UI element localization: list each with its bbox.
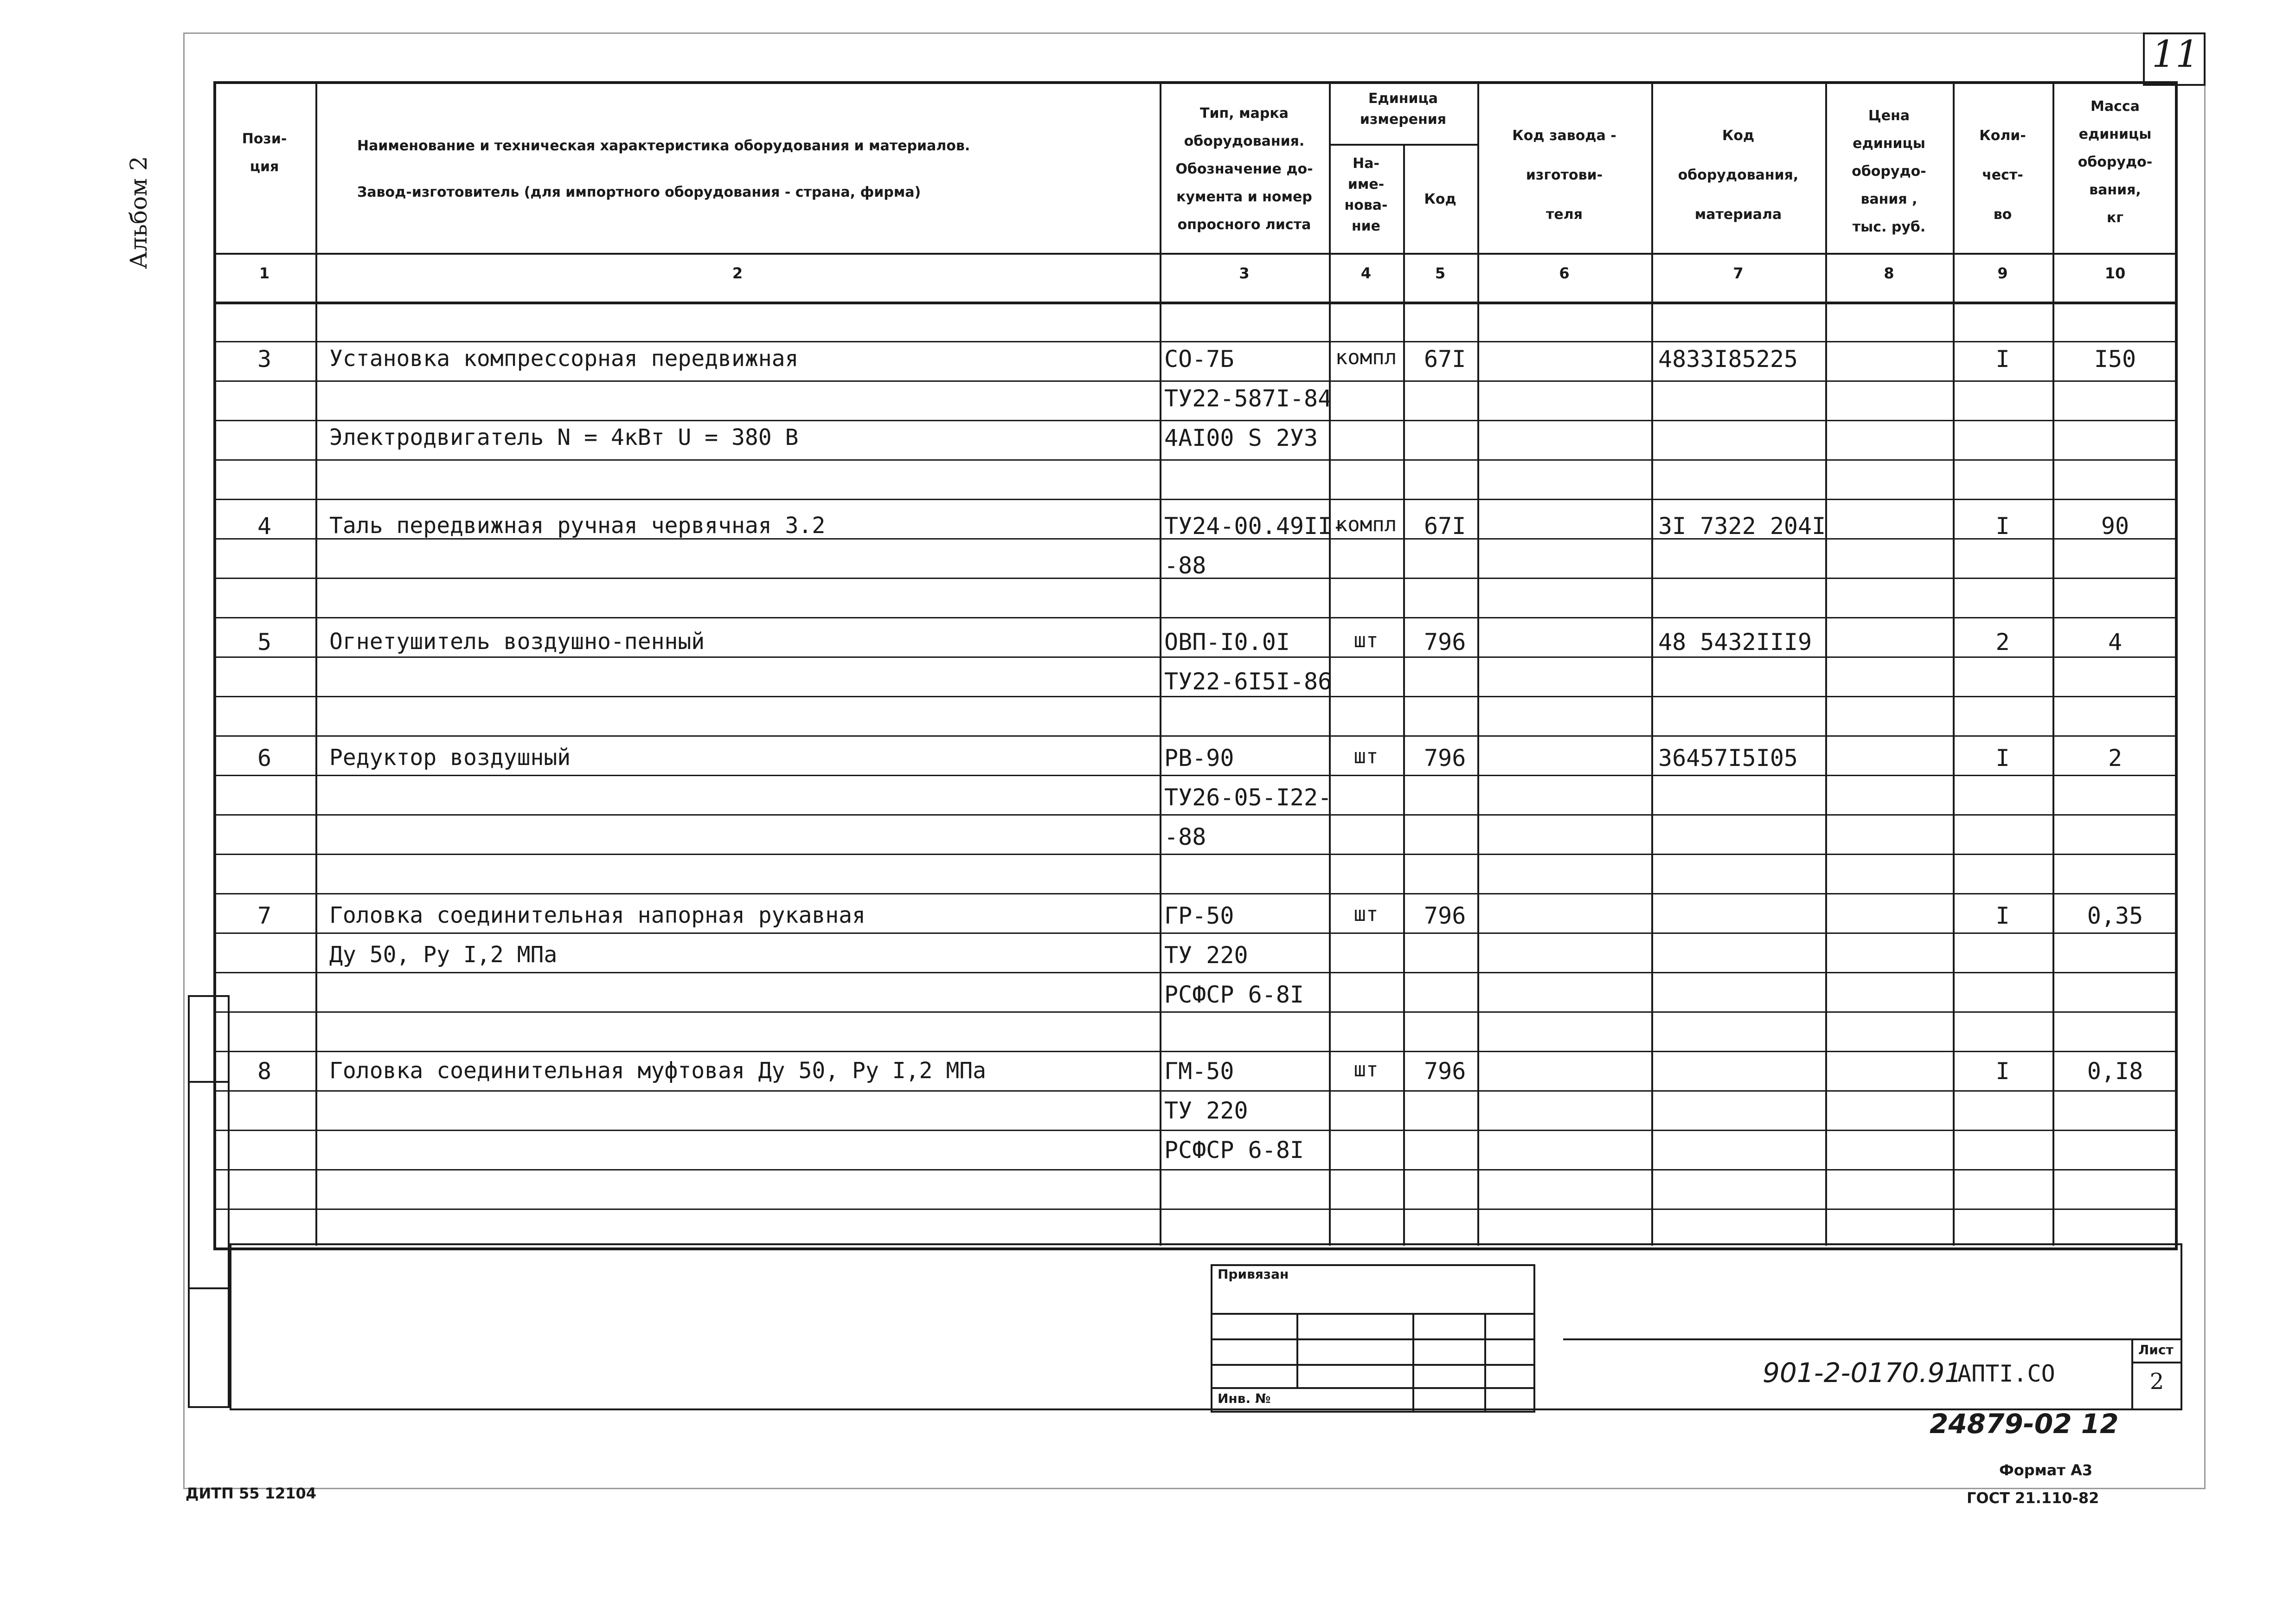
row-1-code-cell: 4833I85225: [1658, 346, 1798, 373]
row-6-name-cell: Огнетушитель воздушно-пенный: [329, 629, 705, 655]
row-divider: [213, 1051, 2178, 1052]
row-6-type-cell: ОВП-I0.0I: [1164, 629, 1290, 656]
row-1-qty-cell: I: [1995, 346, 2010, 373]
row-1-name-cell: Установка компрессорная передвижная: [329, 346, 799, 372]
header-equipment-code: Код оборудования, материала: [1678, 128, 1799, 223]
doc-suffix: АПТI.СО: [1957, 1360, 2055, 1387]
row-10-type-cell: -88: [1164, 823, 1206, 850]
row-6-code-cell: 48 5432III9: [1658, 629, 1812, 656]
row-14-type-cell: ГМ-50: [1164, 1058, 1234, 1085]
row-4-qty-cell: I: [1995, 513, 2010, 540]
row-divider: [213, 696, 2178, 697]
row-6-unit-cell: шт: [1353, 629, 1379, 652]
row-divider: [213, 1209, 2178, 1210]
inv-label: Инв. №: [1218, 1391, 1271, 1406]
row-divider: [213, 656, 2178, 658]
row-8-ucode-cell: 796: [1424, 745, 1466, 772]
binding-strip: [188, 995, 230, 1408]
corner-sheet-number: 11: [2152, 32, 2199, 76]
header-mass: Масса единицы оборудо- вания, кг: [2078, 98, 2153, 226]
row-11-pos-cell: 7: [257, 902, 272, 929]
colnum-5: 5: [1435, 264, 1446, 282]
row-divider: [213, 1011, 2178, 1013]
row-13-type-cell: РСФСР 6-8I: [1164, 981, 1304, 1008]
row-divider: [213, 341, 2178, 342]
row-12-name-cell: Ду 50, Ру I,2 МПа: [329, 942, 558, 968]
row-11-mass-cell: 0,35: [2087, 902, 2143, 929]
row-6-mass-cell: 4: [2108, 629, 2123, 656]
row-divider: [213, 459, 2178, 461]
sheet-label: Лист: [2138, 1342, 2174, 1357]
row-8-type-cell: РВ-90: [1164, 745, 1234, 772]
row-divider: [213, 775, 2178, 776]
colnum-1: 1: [259, 264, 270, 282]
colnum-4: 4: [1360, 264, 1372, 282]
row-6-qty-cell: 2: [1995, 629, 2010, 656]
bottom-number: 24879-02 12: [1930, 1408, 2119, 1440]
header-plant-code: Код завода - изготови- теля: [1512, 128, 1616, 223]
row-divider: [213, 972, 2178, 973]
row-14-mass-cell: 0,I8: [2087, 1058, 2143, 1085]
row-divider: [213, 499, 2178, 500]
row-11-name-cell: Головка соединительная напорная рукавная: [329, 902, 866, 928]
header-position: Пози- ция: [242, 131, 287, 175]
row-14-qty-cell: I: [1995, 1058, 2010, 1085]
ditp-label: ДИТП 55 12104: [186, 1485, 317, 1502]
header-bottom-line: [213, 253, 2178, 255]
row-3-name-cell: Электродвигатель N = 4кВт U = 380 В: [329, 424, 799, 450]
row-divider: [213, 1130, 2178, 1131]
header-type: Тип, марка оборудования. Обозначение до- кумента и номер опросного листа: [1175, 105, 1313, 233]
row-divider: [213, 854, 2178, 855]
row-divider: [213, 380, 2178, 382]
colnum-6: 6: [1559, 264, 1570, 282]
row-2-type-cell: ТУ22-587I-84: [1164, 385, 1332, 412]
colnum-3: 3: [1239, 264, 1250, 282]
row-8-code-cell: 36457I5I05: [1658, 745, 1798, 772]
row-1-type-cell: СО-7Б: [1164, 346, 1234, 373]
header-unit-name: На- име- нова- ние: [1344, 155, 1388, 234]
row-5-type-cell: -88: [1164, 552, 1206, 579]
row-7-type-cell: ТУ22-6I5I-86: [1164, 668, 1332, 695]
row-divider: [213, 1090, 2178, 1092]
row-divider: [213, 893, 2178, 894]
row-16-type-cell: РСФСР 6-8I: [1164, 1137, 1304, 1164]
row-6-pos-cell: 5: [257, 629, 272, 656]
row-4-type-cell: ТУ24-00.49II-: [1164, 513, 1346, 540]
header-name: Наименование и техническая характеристика оборудования и материалов. Завод-изготовитель (для импортного оборудования - страна, фирма): [357, 138, 970, 200]
row-8-qty-cell: I: [1995, 745, 2010, 772]
row-11-qty-cell: I: [1995, 902, 2010, 929]
row-4-mass-cell: 90: [2101, 513, 2129, 540]
row-3-type-cell: 4АI00 S 2У3: [1164, 424, 1318, 451]
row-4-unit-cell: компл: [1335, 513, 1397, 536]
row-8-pos-cell: 6: [257, 745, 272, 772]
colnum-7: 7: [1733, 264, 1744, 282]
row-11-unit-cell: шт: [1353, 902, 1379, 926]
row-divider: [213, 814, 2178, 816]
header-unit-code: Код: [1424, 191, 1456, 207]
row-1-mass-cell: I50: [2094, 346, 2136, 373]
row-8-mass-cell: 2: [2108, 745, 2123, 772]
row-14-ucode-cell: 796: [1424, 1058, 1466, 1085]
row-15-type-cell: ТУ 220: [1164, 1097, 1248, 1124]
colnum-9: 9: [1997, 264, 2008, 282]
row-1-ucode-cell: 67I: [1424, 346, 1466, 373]
format-label: Формат А3: [1999, 1461, 2093, 1479]
row-14-unit-cell: шт: [1353, 1058, 1379, 1081]
row-divider: [213, 932, 2178, 934]
row-divider: [213, 420, 2178, 421]
row-8-unit-cell: шт: [1353, 745, 1379, 768]
row-4-ucode-cell: 67I: [1424, 513, 1466, 540]
row-8-name-cell: Редуктор воздушный: [329, 745, 571, 771]
sheet-number: 2: [2149, 1369, 2164, 1395]
row-6-ucode-cell: 796: [1424, 629, 1466, 656]
colnum-bottom-line: [213, 302, 2178, 304]
row-14-name-cell: Головка соединительная муфтовая Ду 50, Ру I,2 МПа: [329, 1058, 987, 1084]
row-4-code-cell: 3I 7322 204I: [1658, 513, 1826, 540]
row-divider: [213, 617, 2178, 618]
row-11-type-cell: ГР-50: [1164, 902, 1234, 929]
row-4-name-cell: Таль передвижная ручная червячная 3.2: [329, 513, 826, 539]
row-12-type-cell: ТУ 220: [1164, 942, 1248, 969]
row-11-ucode-cell: 796: [1424, 902, 1466, 929]
header-unit-group: Единица измерения: [1360, 90, 1447, 128]
row-1-pos-cell: 3: [257, 346, 272, 373]
album-side-label: Альбом 2: [125, 156, 152, 269]
row-divider: [213, 735, 2178, 737]
row-4-pos-cell: 4: [257, 513, 272, 540]
colnum-8: 8: [1884, 264, 1894, 282]
row-divider: [213, 1169, 2178, 1170]
colnum-10: 10: [2104, 264, 2126, 282]
bound-label: Привязан: [1218, 1267, 1289, 1282]
header-price: Цена единицы оборудо- вания , тыс. руб.: [1852, 108, 1926, 235]
gost-label: ГОСТ 21.110-82: [1967, 1489, 2099, 1507]
colnum-2: 2: [732, 264, 743, 282]
row-14-pos-cell: 8: [257, 1058, 272, 1085]
header-quantity: Коли- чест- во: [1979, 128, 2026, 223]
doc-code: 901-2-0170.91: [1763, 1357, 1962, 1389]
row-1-unit-cell: компл: [1335, 346, 1397, 369]
row-9-type-cell: ТУ26-05-I22-: [1164, 784, 1332, 811]
